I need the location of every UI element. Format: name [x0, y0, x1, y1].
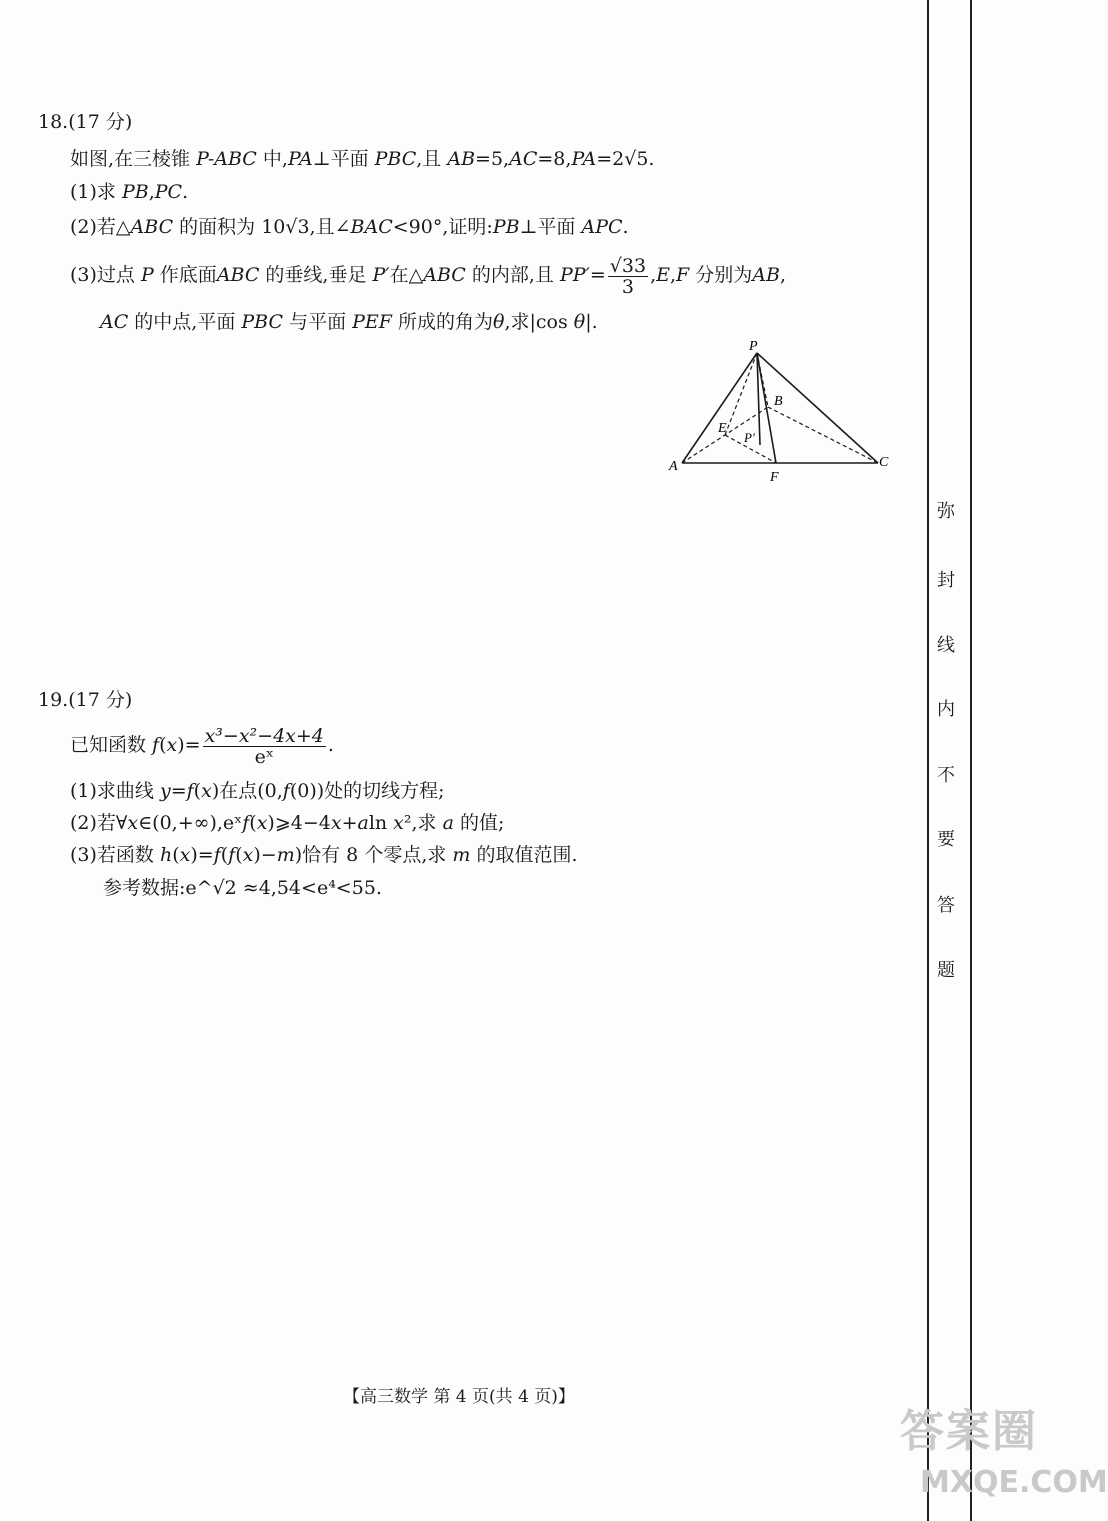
label-A: A — [669, 459, 678, 474]
q19-p1-text: (1)求曲线 — [70, 780, 160, 802]
q19-reference-data — [103, 876, 382, 900]
q18-p2-text: . — [622, 216, 629, 238]
q18-p3-text: = — [589, 264, 606, 286]
q18-p2-var: BAC — [350, 216, 393, 238]
q18-p1-text: (1)求 — [70, 181, 122, 203]
q19-stem-text: ( — [159, 734, 167, 756]
q18-p3-var: AC — [100, 311, 129, 333]
q19-p3-text: ( — [220, 844, 229, 866]
q19-p1-text: = — [170, 780, 187, 802]
fraction-numerator: x³−x²−4x+4 — [204, 724, 324, 747]
q18-p3-text: 的垂线,垂足 — [259, 264, 373, 286]
q19-p2-var: x — [127, 812, 139, 834]
q19-score: (17 分) — [68, 689, 133, 711]
pyramid-figure — [660, 335, 900, 485]
q18-heading — [38, 110, 132, 134]
q18-p3-fraction — [608, 256, 648, 297]
label-Pprime: P′ — [744, 430, 755, 445]
q19-p1-var: f — [186, 780, 194, 802]
q19-p2-var: a — [357, 812, 369, 834]
q18-p2-text: ⊥平面 — [519, 216, 582, 238]
q19-stem-var: f — [152, 734, 160, 756]
q18-p3-text: |. — [585, 311, 598, 333]
q19-p1-var: f — [282, 780, 290, 802]
q19-stem — [70, 722, 334, 768]
q19-p1-text: (0))处的切线方程; — [289, 780, 445, 802]
q18-p3-text: ,求|cos — [504, 311, 574, 333]
q18-p3-text: 的中点,平面 — [128, 311, 242, 333]
q19-p2-text: ln — [368, 812, 394, 834]
label-E: E — [718, 421, 727, 436]
page-footer: 【高三数学 第 4 页(共 4 页)】 — [343, 1387, 575, 1407]
q19-p1-var: y — [159, 780, 171, 802]
q19-p3-var: m — [276, 844, 295, 866]
q18-stem-var: AB — [447, 148, 476, 170]
q18-p2-var: ABC — [130, 216, 174, 238]
q18-part-3-line-2 — [100, 310, 598, 334]
q18-part-3 — [70, 252, 786, 298]
q19-p3-text: ( — [172, 844, 180, 866]
q19-p2-text: (2)若∀ — [70, 812, 128, 834]
q18-p1-var: PC — [154, 181, 183, 203]
margin-char-2: 封 — [937, 570, 955, 591]
q19-p3-text: (3)若函数 — [70, 844, 160, 866]
q19-number: 19. — [38, 689, 69, 711]
q19-p2-text: ( — [249, 812, 257, 834]
q18-p2-text: (2)若△ — [70, 216, 131, 238]
label-F: F — [770, 470, 779, 485]
q19-part-1 — [70, 779, 445, 803]
label-P: P — [749, 339, 758, 354]
q19-p2-var: f — [242, 812, 250, 834]
q18-stem — [70, 147, 654, 171]
margin-char-8: 题 — [937, 960, 955, 981]
q18-stem-var: PA — [571, 148, 597, 170]
q18-p3-var: PP′ — [559, 264, 590, 286]
q18-p3-var: F — [676, 264, 690, 286]
q19-p3-var: m — [452, 844, 471, 866]
q19-p2-text: ∈(0,+∞),eˣ — [138, 812, 243, 834]
q18-p3-text: , — [779, 264, 786, 286]
q19-p3-text: ( — [235, 844, 243, 866]
margin-char-1: 弥 — [937, 501, 955, 522]
q19-p2-var: a — [442, 812, 454, 834]
q19-p3-var: f — [213, 844, 221, 866]
q19-ref-text: 参考数据:e^√2 ≈4,54<e⁴<55. — [103, 877, 382, 899]
q19-p1-text: )在点(0, — [211, 780, 283, 802]
q18-p3-text: , — [650, 264, 657, 286]
q19-p1-var: x — [201, 780, 212, 802]
q19-p2-text: 的值; — [453, 812, 505, 834]
q19-stem-fraction — [203, 726, 326, 767]
q18-p3-var: θ — [573, 311, 586, 333]
q18-stem-var: P-ABC — [196, 148, 257, 170]
q19-p2-text: )⩾4−4 — [267, 812, 331, 834]
q18-p3-text: (3)过点 — [70, 264, 141, 286]
q19-p2-var: x — [393, 812, 404, 834]
q19-p2-text: ²,求 — [403, 812, 443, 834]
margin-char-4: 内 — [937, 699, 955, 720]
q19-p3-var: x — [242, 844, 254, 866]
q18-p1-text: , — [148, 181, 155, 203]
q19-part-3 — [70, 843, 578, 867]
q18-stem-text: =8, — [537, 148, 572, 170]
q19-p2-var: x — [330, 812, 342, 834]
q18-stem-text: ⊥平面 — [312, 148, 375, 170]
q18-stem-var: AC — [509, 148, 538, 170]
q18-p3-var: θ — [493, 311, 505, 333]
binding-line-left — [927, 0, 929, 1521]
q18-p2-var: PB — [492, 216, 520, 238]
q18-p2-var: APC — [581, 216, 623, 238]
fraction-numerator: √33 — [609, 254, 647, 277]
q19-p3-text: )= — [190, 844, 214, 866]
q18-p3-text: 分别为 — [689, 264, 753, 286]
q19-stem-text: )= — [177, 734, 201, 756]
margin-char-3: 线 — [937, 635, 955, 656]
q18-stem-text: 中, — [256, 148, 288, 170]
q19-part-2 — [70, 811, 504, 835]
q18-p1-var: PB — [121, 181, 149, 203]
margin-char-7: 答 — [937, 895, 955, 916]
margin-char-5: 不 — [937, 765, 955, 786]
q18-p3-var: ABC — [216, 264, 260, 286]
q18-p3-text: 所成的角为 — [391, 311, 494, 333]
q18-stem-text: 如图,在三棱锥 — [70, 148, 197, 170]
q19-p3-text: 的取值范围. — [470, 844, 578, 866]
q18-p2-text: 的面积为 10√3,且∠ — [173, 216, 351, 238]
q18-p3-var: PEF — [352, 311, 392, 333]
q18-p1-text: . — [182, 181, 189, 203]
q18-p3-var: ABC — [423, 264, 466, 286]
q18-stem-var: PA — [287, 148, 313, 170]
label-C: C — [879, 455, 889, 470]
label-B: B — [774, 394, 783, 409]
q18-p3-var: AB — [752, 264, 780, 286]
q18-stem-var: PBC — [374, 148, 417, 170]
q19-p3-text: )恰有 8 个零点,求 — [294, 844, 453, 866]
q18-p3-text: 的内部,且 — [465, 264, 560, 286]
q18-p3-text: 与平面 — [283, 311, 353, 333]
q19-p3-var: x — [179, 844, 191, 866]
q19-p2-text: + — [341, 812, 358, 834]
q18-p3-text: 作底面 — [153, 264, 217, 286]
q18-stem-text: ,且 — [416, 148, 448, 170]
margin-char-6: 要 — [937, 829, 955, 850]
watermark-url: MXQE.COM — [920, 1465, 1108, 1500]
watermark-logo: 答案圈 — [900, 1406, 1038, 1457]
q18-p3-var: P — [140, 264, 154, 286]
q18-p3-text: , — [669, 264, 677, 286]
q18-score: (17 分) — [68, 111, 133, 133]
binding-line-right — [970, 0, 972, 1521]
q19-p3-text: )− — [253, 844, 277, 866]
q18-stem-text: =5, — [475, 148, 510, 170]
q18-p3-text: 在△ — [389, 264, 424, 286]
q19-p3-var: h — [159, 844, 173, 866]
q18-p3-var: P′ — [372, 264, 390, 286]
q19-p2-var: x — [256, 812, 268, 834]
q19-stem-text: 已知函数 — [70, 734, 153, 756]
q19-stem-var: x — [166, 734, 178, 756]
fraction-denominator: eˣ — [254, 745, 274, 768]
fraction-denominator: 3 — [621, 275, 634, 298]
q18-part-1 — [70, 180, 188, 204]
q19-p1-text: ( — [193, 780, 202, 802]
q18-p2-text: <90°,证明: — [392, 216, 493, 238]
q18-p3-var: PBC — [241, 311, 284, 333]
q18-part-2 — [70, 215, 629, 239]
q19-stem-text: . — [327, 734, 334, 756]
q18-number: 18. — [38, 111, 69, 133]
q19-heading — [38, 688, 132, 712]
q18-stem-text: =2√5. — [596, 148, 655, 170]
q18-p3-var: E — [656, 264, 670, 286]
q19-p3-var: f — [228, 844, 236, 866]
edge-BC — [768, 407, 878, 463]
